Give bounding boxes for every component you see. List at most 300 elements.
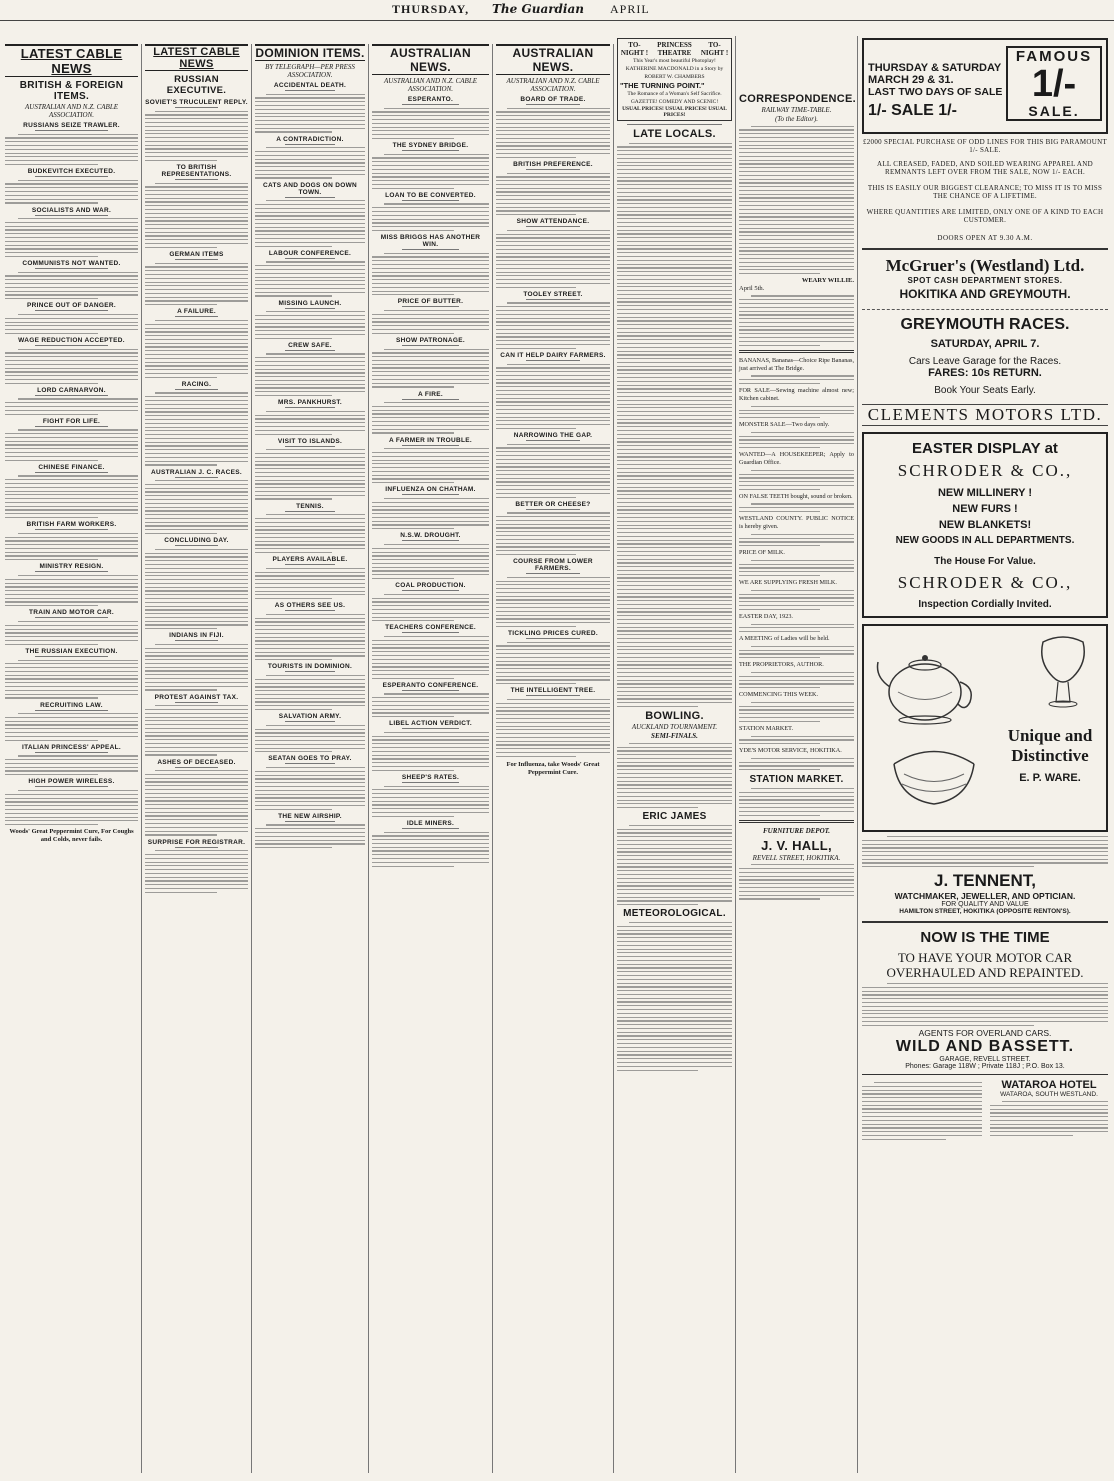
text-line <box>145 728 248 729</box>
article-heading: MISSING LAUNCH. <box>278 299 342 307</box>
text-line <box>372 804 489 805</box>
text-line <box>384 498 489 499</box>
text-line <box>1002 1101 1108 1102</box>
text-line <box>5 678 138 679</box>
text-line <box>255 415 365 416</box>
masthead-month: APRIL <box>610 2 650 16</box>
text-line <box>5 732 138 733</box>
article-heading: LORD CARNARVON. <box>37 386 106 394</box>
text-line <box>617 608 732 609</box>
text-line <box>145 624 248 625</box>
text-line <box>496 737 610 738</box>
text-line <box>617 687 732 688</box>
text-line <box>617 937 732 938</box>
text-line <box>496 310 610 311</box>
text-line <box>372 770 454 771</box>
text-line <box>255 113 365 114</box>
text-line <box>372 651 489 652</box>
text-line <box>145 873 248 874</box>
text-line <box>372 843 489 844</box>
text-line <box>372 482 454 483</box>
text-line <box>5 241 138 242</box>
text-line <box>739 683 854 684</box>
article-heading: SHOW PATRONAGE. <box>396 336 465 344</box>
text-line <box>496 180 610 181</box>
text-line <box>617 866 732 867</box>
text-line <box>862 1097 982 1098</box>
text-line <box>617 502 732 503</box>
text-line <box>145 613 248 614</box>
text-line <box>255 357 365 358</box>
text-line <box>739 201 854 202</box>
text-line <box>617 351 732 352</box>
text-line <box>496 493 610 494</box>
article-heading: SEATAN GOES TO PRAY. <box>268 755 352 763</box>
text-line <box>5 371 138 372</box>
text-line <box>496 726 610 727</box>
text-line <box>5 364 138 365</box>
text-line <box>739 876 854 877</box>
text-line <box>255 273 365 274</box>
text-line <box>5 774 98 775</box>
article-heading: COAL PRODUCTION. <box>395 582 466 590</box>
text-line <box>384 402 489 403</box>
text-line <box>255 323 365 324</box>
text-line <box>372 222 489 223</box>
text-line <box>617 199 732 200</box>
text-line <box>496 618 610 619</box>
text-line <box>739 605 854 606</box>
text-line <box>255 683 365 684</box>
text-line <box>5 697 98 698</box>
text-line <box>862 1120 982 1121</box>
text-line <box>372 847 489 848</box>
text-line <box>255 155 365 156</box>
text-line <box>617 933 732 934</box>
article-lines <box>739 295 854 345</box>
text-line <box>496 497 576 498</box>
text-line <box>266 514 365 515</box>
text-line <box>629 825 733 826</box>
text-line <box>617 230 732 231</box>
text-line <box>862 1131 982 1132</box>
text-line <box>617 543 732 544</box>
column-cable-british <box>2 44 142 1473</box>
text-line <box>145 583 248 584</box>
text-line <box>145 812 248 813</box>
text-line <box>145 148 248 149</box>
text-line <box>496 245 610 246</box>
text-line <box>862 1090 982 1091</box>
text-line <box>372 850 489 851</box>
text-line <box>739 194 854 195</box>
text-line <box>155 549 248 550</box>
text-line <box>5 222 138 223</box>
text-line <box>617 479 732 480</box>
text-line <box>145 621 248 622</box>
text-line <box>145 575 248 576</box>
text-line <box>739 262 854 263</box>
text-line <box>617 844 732 845</box>
article-heading: ESPERANTO CONFERENCE. <box>382 681 479 689</box>
text-line <box>255 652 365 653</box>
text-line <box>5 548 138 549</box>
text-line <box>617 1013 732 1014</box>
text-line <box>617 298 732 299</box>
text-line <box>18 790 138 791</box>
text-line <box>617 252 732 253</box>
text-line <box>739 895 854 896</box>
theatre-tonight-left: TO-NIGHT ! <box>620 41 649 57</box>
text-line <box>862 851 1108 852</box>
theatre-prices: USUAL PRICES! USUAL PRICES! USUAL PRICES! <box>622 106 727 118</box>
text-line <box>496 707 610 708</box>
column-correspondence <box>736 36 858 1473</box>
article-heading: LABOUR CONFERENCE. <box>268 249 352 257</box>
text-line <box>5 798 138 799</box>
text-line <box>739 891 854 892</box>
text-line <box>372 574 489 575</box>
ware-name: E. P. WARE. <box>1019 772 1081 784</box>
text-line <box>255 625 365 626</box>
text-line <box>155 644 248 645</box>
text-line <box>372 640 489 641</box>
text-line <box>145 335 248 336</box>
railway-head: RAILWAY TIME-TABLE. <box>761 106 832 114</box>
classified-ads <box>739 357 854 771</box>
text-line <box>5 279 138 280</box>
text-line <box>255 786 365 787</box>
association-line: BY TELEGRAPH—PER PRESS ASSOCIATION. <box>265 63 355 79</box>
text-line <box>255 778 365 779</box>
article-heading: BRITISH FARM WORKERS. <box>26 521 117 529</box>
text-line <box>496 249 610 250</box>
article-heading: RECRUITING LAW. <box>40 701 103 709</box>
text-line <box>751 503 855 504</box>
text-line <box>617 1054 732 1055</box>
text-line <box>496 153 610 154</box>
text-line <box>496 581 610 582</box>
text-line <box>5 199 138 200</box>
text-line <box>255 690 365 691</box>
article-heading: COURSE FROM LOWER FARMERS. <box>513 558 593 573</box>
text-line <box>5 509 138 510</box>
text-line <box>496 195 610 196</box>
article-lines <box>617 743 732 808</box>
motor-car-headline: TO HAVE YOUR MOTOR CAR OVERHAULED AND REPAINTED. <box>886 950 1084 981</box>
text-line <box>990 1109 1108 1110</box>
text-line <box>145 789 248 790</box>
article-lines <box>739 126 854 275</box>
text-line <box>617 309 732 310</box>
text-line <box>372 432 454 433</box>
text-line <box>5 767 138 768</box>
text-line <box>255 480 365 481</box>
text-line <box>496 207 610 208</box>
text-line <box>739 190 854 191</box>
text-line <box>255 434 332 435</box>
text-line <box>145 369 248 370</box>
text-line <box>617 983 732 984</box>
text-line <box>372 386 454 387</box>
schroder-ad <box>862 432 1108 618</box>
text-line <box>887 983 1108 984</box>
text-line <box>266 568 365 569</box>
text-line <box>145 507 248 508</box>
text-line <box>145 739 248 740</box>
text-line <box>145 655 248 656</box>
text-line <box>496 744 610 745</box>
theatre-ad <box>617 38 732 121</box>
article-heading: THE SYDNEY BRIDGE. <box>392 142 469 150</box>
text-line <box>5 640 138 641</box>
text-line <box>5 248 138 249</box>
text-line <box>145 411 248 412</box>
text-line <box>617 256 732 257</box>
text-line <box>617 1066 732 1067</box>
text-line <box>751 375 855 376</box>
classified-item: ON FALSE TEETH bought, sound or broken. <box>739 492 853 500</box>
text-line <box>145 266 248 267</box>
text-line <box>255 384 365 385</box>
text-line <box>255 732 365 733</box>
text-line <box>5 721 138 722</box>
text-line <box>255 487 365 488</box>
text-line <box>372 456 489 457</box>
text-line <box>372 272 489 273</box>
article-heading: CATS AND DOGS ON DOWN TOWN. <box>262 181 358 196</box>
text-line <box>145 724 248 725</box>
article-heading: INFLUENZA ON CHATHAM. <box>385 486 476 494</box>
text-line <box>496 234 610 235</box>
text-line <box>496 592 610 593</box>
text-line <box>5 494 138 495</box>
text-line <box>617 604 732 605</box>
text-line <box>255 109 365 110</box>
article-heading: PRICE OF BUTTER. <box>397 298 464 306</box>
text-line <box>496 314 610 315</box>
text-line <box>372 521 489 522</box>
text-line <box>862 844 1108 845</box>
text-line <box>145 442 248 443</box>
text-line <box>496 516 610 517</box>
text-line <box>617 949 732 950</box>
text-line <box>739 137 854 138</box>
text-line <box>266 94 365 95</box>
text-line <box>617 434 732 435</box>
text-line <box>751 295 855 296</box>
text-line <box>617 264 732 265</box>
peppermint-footer: Woods' Great Peppermint Cure, For Coughs and Colds, never fails. <box>9 827 134 843</box>
column-title: LATEST CABLE NEWS <box>5 44 138 77</box>
text-line <box>155 183 248 184</box>
text-line <box>496 588 610 589</box>
article-heading: NARROWING THE GAP. <box>513 432 593 440</box>
text-line <box>617 449 732 450</box>
text-line <box>5 506 138 507</box>
text-line <box>617 320 732 321</box>
text-line <box>145 831 248 832</box>
text-line <box>372 379 489 380</box>
text-line <box>18 621 138 622</box>
text-line <box>496 283 610 284</box>
text-line <box>255 740 365 741</box>
text-line <box>255 794 365 795</box>
text-line <box>617 411 732 412</box>
text-line <box>617 986 732 987</box>
text-line <box>496 676 610 677</box>
text-line <box>5 559 98 560</box>
text-line <box>145 205 248 206</box>
text-line <box>496 668 610 669</box>
text-line <box>751 432 855 433</box>
text-line <box>751 788 855 789</box>
text-line <box>255 166 365 167</box>
text-line <box>372 161 489 162</box>
article-heading: BRITISH PREFERENCE. <box>513 160 593 168</box>
text-line <box>372 452 489 453</box>
text-line <box>5 202 98 203</box>
article-heading: MINISTRY RESIGN. <box>39 563 104 571</box>
text-line <box>5 537 138 538</box>
text-line <box>145 808 248 809</box>
text-line <box>990 1135 1073 1136</box>
meteorological-head: METEOROLOGICAL. <box>623 908 726 920</box>
text-line <box>145 484 248 485</box>
text-line <box>739 601 854 602</box>
text-line <box>617 521 732 522</box>
text-line <box>887 836 1108 837</box>
text-line <box>372 314 489 315</box>
text-line <box>255 648 365 649</box>
text-line <box>145 564 248 565</box>
text-line <box>5 448 138 449</box>
text-line <box>384 544 489 545</box>
text-line <box>617 354 732 355</box>
text-line <box>617 513 732 514</box>
text-line <box>496 405 610 406</box>
races-title: GREYMOUTH RACES. <box>900 316 1070 333</box>
text-line <box>496 672 610 673</box>
text-line <box>255 361 365 362</box>
text-line <box>5 441 138 442</box>
text-line <box>5 452 138 453</box>
text-line <box>255 151 365 152</box>
text-line <box>617 551 732 552</box>
text-line <box>145 495 248 496</box>
text-line <box>862 1135 982 1136</box>
text-line <box>496 428 576 429</box>
text-line <box>617 241 732 242</box>
text-line <box>739 799 854 800</box>
text-line <box>145 400 248 401</box>
text-line <box>617 343 732 344</box>
text-line <box>617 426 732 427</box>
text-line <box>496 481 610 482</box>
text-line <box>145 628 217 629</box>
text-line <box>496 729 610 730</box>
text-line <box>5 187 138 188</box>
text-line <box>496 718 610 719</box>
text-line <box>255 159 365 160</box>
text-line <box>145 754 217 755</box>
text-line <box>629 922 733 923</box>
text-line <box>617 283 732 284</box>
text-line <box>496 318 610 319</box>
text-line <box>739 765 854 766</box>
text-line <box>5 824 98 825</box>
article-heading: ACCIDENTAL DEATH. <box>273 82 347 89</box>
text-line <box>739 657 820 658</box>
new-blankets: NEW BLANKETS! <box>938 519 1032 531</box>
text-line <box>255 644 365 645</box>
text-line <box>372 701 489 702</box>
text-line <box>145 373 248 374</box>
film-title: "THE TURNING POINT." <box>620 81 705 90</box>
text-line <box>255 246 332 247</box>
text-line <box>266 411 365 412</box>
editor-line: (To the Editor). <box>774 115 819 123</box>
text-line <box>384 108 489 109</box>
text-line <box>739 345 820 346</box>
text-line <box>372 329 489 330</box>
text-line <box>372 758 489 759</box>
text-line <box>617 870 732 871</box>
text-line <box>739 318 854 319</box>
article-heading: LOAN TO BE CONVERTED. <box>385 191 476 199</box>
text-line <box>372 678 454 679</box>
text-line <box>255 128 365 129</box>
text-line <box>255 464 365 465</box>
text-line <box>372 467 489 468</box>
text-line <box>5 164 98 165</box>
theatre-line: This Year's most beautiful Photoplay! KATHERINE MACDONALD in a Story by ROBERT W. CHAMBERS <box>625 58 724 80</box>
text-line <box>617 661 732 662</box>
text-line <box>739 597 854 598</box>
text-line <box>617 475 732 476</box>
text-line <box>145 587 248 588</box>
text-line <box>372 287 489 288</box>
text-line <box>255 775 365 776</box>
text-line <box>496 382 610 383</box>
left-ad-text <box>862 1079 982 1142</box>
text-line <box>617 305 732 306</box>
classified-item: COMMENCING THIS WEEK. <box>739 691 819 699</box>
article-heading: AS OTHERS SEE US. <box>274 602 346 610</box>
article-heading: CONCLUDING DAY. <box>164 537 229 545</box>
text-line <box>372 215 489 216</box>
text-line <box>496 679 610 680</box>
text-line <box>145 713 248 714</box>
text-line <box>372 647 489 648</box>
text-line <box>145 239 248 240</box>
text-line <box>5 329 138 330</box>
new-goods: NEW GOODS IN ALL DEPARTMENTS. <box>895 535 1075 546</box>
text-line <box>739 507 854 508</box>
text-line <box>496 138 610 139</box>
text-line <box>617 483 732 484</box>
classified-item: A MEETING of Ladies will be held. <box>739 635 830 643</box>
article-lines <box>617 922 732 1071</box>
text-line <box>617 158 732 159</box>
text-line <box>145 747 248 748</box>
text-line <box>990 1124 1108 1125</box>
text-line <box>5 360 138 361</box>
text-line <box>255 162 365 163</box>
text-line <box>617 207 732 208</box>
text-line <box>739 314 854 315</box>
text-line <box>739 145 854 146</box>
